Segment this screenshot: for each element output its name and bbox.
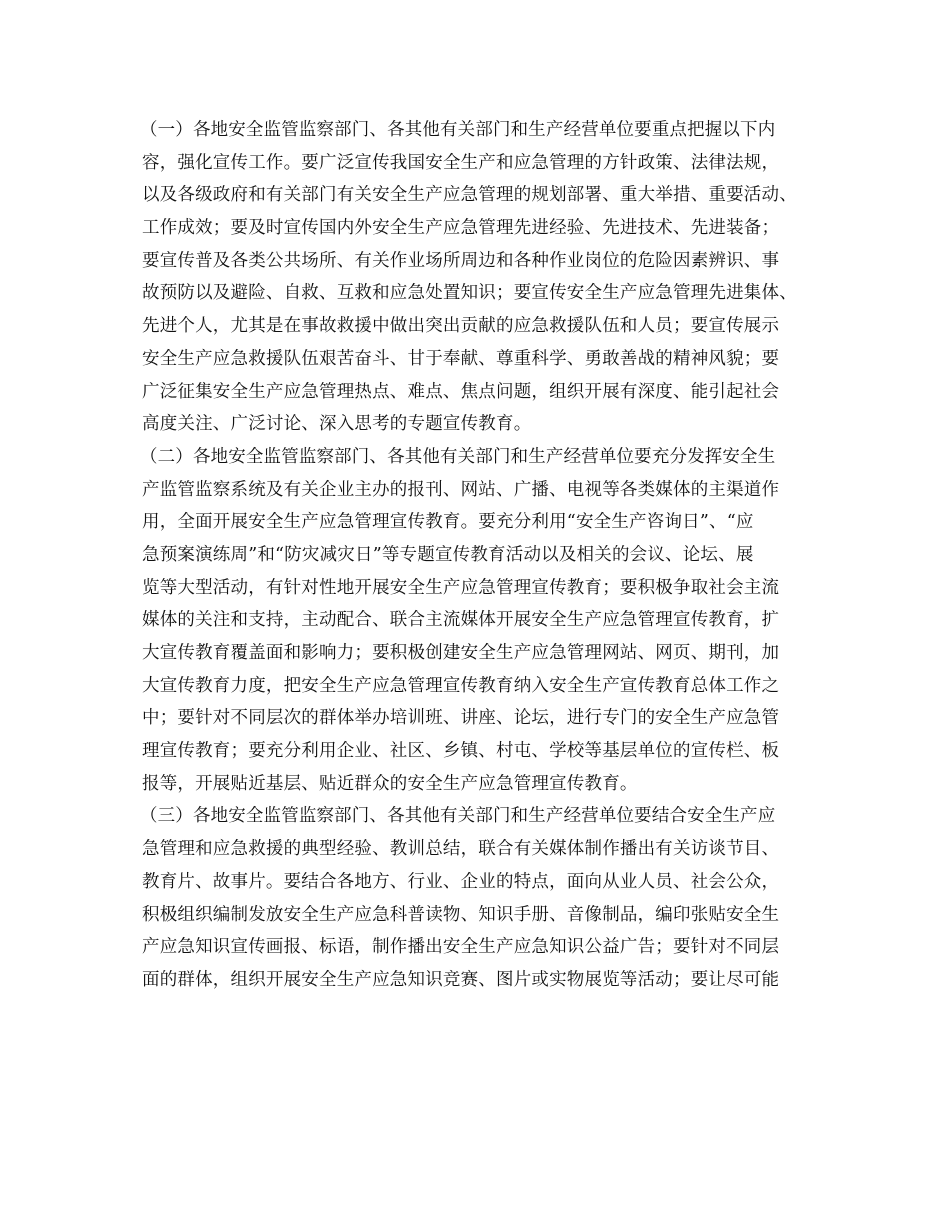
text-line: 广泛征集安全生产应急管理热点、难点、焦点问题，组织开展有深度、能引起社会 (142, 381, 780, 402)
document-body (142, 114, 832, 997)
text-line: 大宣传教育力度，把安全生产应急管理宣传教育纳入安全生产宣传教育总体工作之 (142, 675, 780, 696)
text-line: （三）各地安全监管监察部门、各其他有关部门和生产经营单位要结合安全生产应 (140, 806, 776, 827)
text-line: 要宣传普及各类公共场所、有关作业场所周边和各种作业岗位的危险因素辨识、事 (142, 250, 780, 271)
text-line: 积极组织编制发放安全生产应急科普读物、知识手册、音像制品，编印张贴安全生 (142, 904, 780, 925)
text-line: 以及各级政府和有关部门有关安全生产应急管理的规划部署、重大举措、重要活动、 (142, 185, 797, 206)
text-line: 先进个人，尤其是在事故救援中做出突出贡献的应急救援队伍和人员；要宣传展示 (142, 316, 780, 337)
text-line: 产监管监察系统及有关企业主办的报刊、网站、广播、电视等各类媒体的主渠道作 (142, 479, 780, 500)
text-line: 报等，开展贴近基层、贴近群众的安全生产应急管理宣传教育。 (142, 773, 638, 794)
text-line: 理宣传教育；要充分利用企业、社区、乡镇、村屯、学校等基层单位的宣传栏、板 (142, 741, 780, 762)
text-line: 急预案演练周”和“防灾减灾日”等专题宣传教育活动以及相关的会议、论坛、展 (142, 544, 754, 565)
text-line: 高度关注、广泛讨论、深入思考的专题宣传教育。 (142, 414, 532, 435)
text-line: （二）各地安全监管监察部门、各其他有关部门和生产经营单位要充分发挥安全生 (140, 446, 776, 467)
paragraph-1 (142, 114, 832, 441)
text-line: （一）各地安全监管监察部门、各其他有关部门和生产经营单位要重点把握以下内 (140, 120, 776, 140)
text-line: 大宣传教育覆盖面和影响力；要积极创建安全生产应急管理网站、网页、期刊，加 (142, 643, 780, 663)
paragraph-3 (142, 800, 832, 996)
text-line: 教育片、故事片。要结合各地方、行业、企业的特点，面向从业人员、社会公众， (142, 871, 780, 892)
text-line: 用，全面开展安全生产应急管理宣传教育。要充分利用“安全生产咨询日”、“应 (142, 512, 754, 533)
text-line: 产应急知识宣传画报、标语，制作播出安全生产应急知识公益广告；要针对不同层 (142, 937, 780, 958)
text-line: 故预防以及避险、自救、互救和应急处置知识；要宣传安全生产应急管理先进集体、 (142, 283, 797, 304)
text-line: 急管理和应急救援的典型经验、教训总结，联合有关媒体制作播出有关访谈节目、 (142, 839, 780, 860)
paragraph-2 (142, 441, 832, 801)
text-line: 容，强化宣传工作。要广泛宣传我国安全生产和应急管理的方针政策、法律法规， (142, 152, 780, 173)
text-line: 面的群体，组织开展安全生产应急知识竞赛、图片或实物展览等活动；要让尽可能 (142, 969, 780, 990)
text-line: 媒体的关注和支持，主动配合、联合主流媒体开展安全生产应急管理宣传教育，扩 (142, 610, 780, 631)
text-line: 览等大型活动，有针对性地开展安全生产应急管理宣传教育；要积极争取社会主流 (142, 577, 780, 598)
text-line: 工作成效；要及时宣传国内外安全生产应急管理先进经验、先进技术、先进装备； (142, 218, 780, 239)
text-line: 安全生产应急救援队伍艰苦奋斗、甘于奉献、尊重科学、勇敢善战的精神风貌；要 (142, 348, 780, 369)
text-line: 中；要针对不同层次的群体举办培训班、讲座、论坛，进行专门的安全生产应急管 (142, 708, 780, 729)
